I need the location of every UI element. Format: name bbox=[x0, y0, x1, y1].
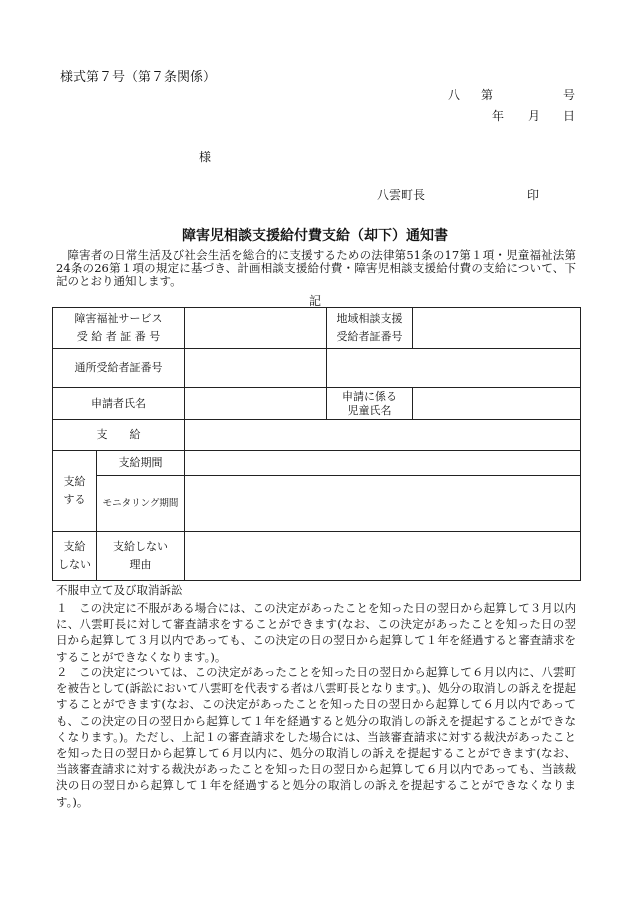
appeal-paragraph-1: １ この決定に不服がある場合には、この決定があったことを知った日の翌日から起算して３月以内に、八雲町長に対して審査請求をすることができます(なお、この決定があったことを知った日の翌日から起算して３月以内であっても、この決定の日の翌日から起算して１年を経過すると審査請求をすることができなくなります。)。 bbox=[56, 601, 576, 664]
field-day-service-cert[interactable] bbox=[185, 349, 327, 388]
form-number: 様式第７号（第７条関係） bbox=[60, 70, 217, 85]
label-recipient-cert: 障害福祉サービス 受 給 者 証 番 号 bbox=[53, 308, 185, 349]
appeal-paragraph-2: ２ この決定については、この決定があったことを知った日の翌日から起算して６月以内に、八雲町を被告として(訴訟において八雲町を代表する者は八雲町長となります。)、処分の取消しの訴えを提起することができます(なお、この決定があったことを知った日の翌日から起算して６月以内であっても、この決定の日の翌日から起算して１年を経過すると処分の取消しの訴えを提起することができなくなります。)。ただし、上記１の審査請求をした場合には、当該審査請求に対する裁決があったことを知った日の翌日から起算して６月以内に、処分の取消しの訴えを提起することができます(なお、当該審査請求に対する裁決があったことを知った日の翌日から起算して６月以内であっても、当該裁決の日の翌日から起算して１年を経過すると処分の取消しの訴えを提起することができなくなります。)。 bbox=[56, 665, 576, 809]
label-child-name: 申請に係る 児童氏名 bbox=[327, 388, 413, 420]
row-payment bbox=[53, 420, 581, 451]
label-pay-period: 支給期間 bbox=[97, 451, 185, 476]
label-payment: 支 給 bbox=[53, 420, 185, 451]
doc-number-go: 号 bbox=[563, 88, 576, 102]
field-applicant-name[interactable] bbox=[185, 388, 327, 420]
row-monitoring-period bbox=[53, 476, 581, 532]
intro-paragraph: 障害者の日常生活及び社会生活を総合的に支援するための法律第51条の17第１項・児童福祉法第24条の26第１項の規定に基づき、計画相談支援給付費・障害児相談支援給付費の支給について、下記のとおり通知します。 bbox=[56, 248, 576, 288]
field-monitoring-period[interactable] bbox=[185, 476, 581, 532]
appeal-heading: 不服申立て及び取消訴訟 bbox=[56, 583, 183, 597]
addressee-suffix: 様 bbox=[199, 150, 212, 164]
row-pay-period bbox=[53, 451, 581, 476]
row-no-pay bbox=[53, 532, 581, 581]
date-day: 日 bbox=[563, 109, 576, 123]
document-title: 障害児相談支援給付費支給（却下）通知書 bbox=[182, 228, 448, 244]
label-day-service-cert: 通所受給者証番号 bbox=[53, 349, 185, 388]
doc-number-dai: 第 bbox=[481, 88, 494, 102]
field-payment[interactable] bbox=[185, 420, 581, 451]
label-pay: 支給 する bbox=[53, 451, 97, 532]
date-year: 年 bbox=[492, 109, 505, 123]
field-child-name[interactable] bbox=[413, 388, 581, 420]
date-month: 月 bbox=[528, 109, 541, 123]
seal-mark: 印 bbox=[527, 188, 540, 202]
issuer: 八雲町長 bbox=[377, 188, 426, 202]
row-certificate-numbers bbox=[53, 308, 581, 349]
row-day-service-cert bbox=[53, 349, 581, 388]
label-applicant-name: 申請者氏名 bbox=[53, 388, 185, 420]
label-no-pay-reason: 支給しない 理由 bbox=[97, 532, 185, 581]
row-names bbox=[53, 388, 581, 420]
field-regional-cert[interactable] bbox=[413, 308, 581, 349]
label-regional-cert: 地域相談支援 受給者証番号 bbox=[327, 308, 413, 349]
field-pay-period[interactable] bbox=[185, 451, 581, 476]
label-monitoring-period: モニタリング期間 bbox=[97, 476, 185, 532]
notice-form-table bbox=[52, 307, 581, 581]
field-recipient-cert[interactable] bbox=[185, 308, 327, 349]
blank-cell bbox=[327, 349, 581, 388]
ki-heading: 記 bbox=[308, 294, 321, 308]
label-no-pay: 支給 しない bbox=[53, 532, 97, 581]
field-no-pay-reason[interactable] bbox=[185, 532, 581, 581]
doc-number-prefix: 八 bbox=[448, 88, 461, 102]
